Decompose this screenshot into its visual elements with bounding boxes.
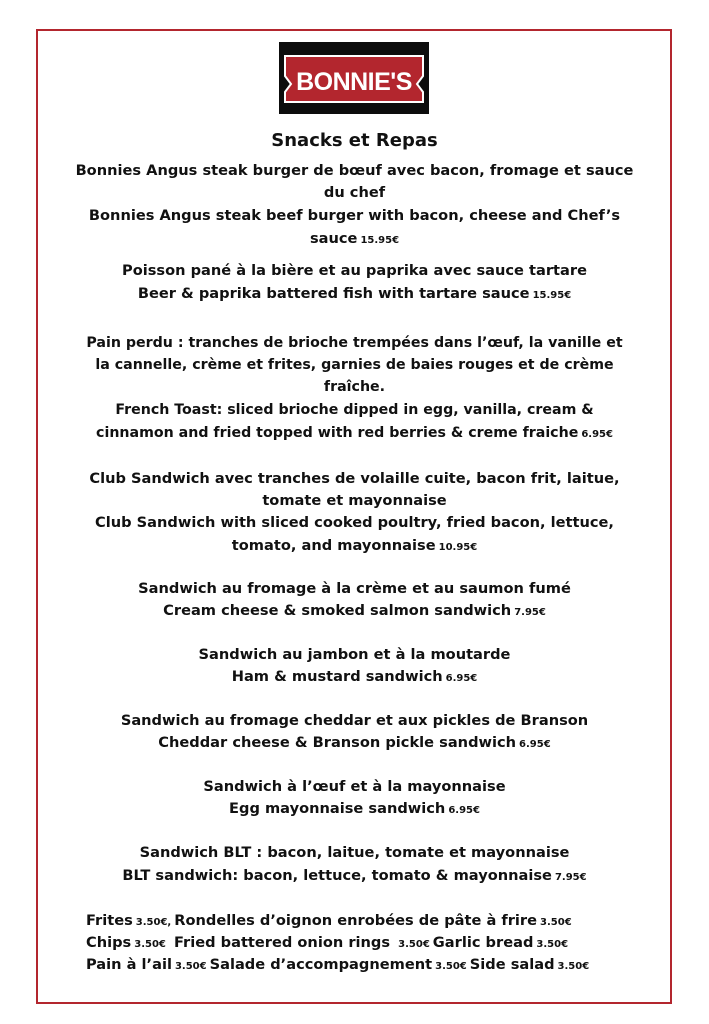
- price: 6.95€: [445, 673, 478, 684]
- price: 3.50€: [134, 939, 166, 950]
- price: 3.50€: [435, 961, 467, 972]
- price: 3.50€: [174, 961, 207, 972]
- item-line: Poisson pané à la bière et au paprika avec sauce tartare: [122, 262, 587, 279]
- price: 3.50€: [398, 939, 430, 950]
- price: 3.50€: [536, 939, 569, 950]
- item-line: Egg mayonnaise sandwich 6.95€: [229, 800, 480, 817]
- item-line: Ham & mustard sandwich 6.95€: [231, 668, 478, 685]
- logo-text: BONNIE'S: [296, 68, 412, 96]
- price: 7.95€: [554, 872, 587, 883]
- sides-row: Chips 3.50€ Fried battered onion rings 3.50€ Garlic bread 3.50€: [86, 934, 569, 951]
- item-line: la cannelle, crème et frites, garnies de baies rouges et de crème: [95, 357, 614, 373]
- price: 3.50€: [540, 917, 572, 928]
- price: 10.95€: [438, 542, 478, 553]
- price: 3.50€,: [135, 917, 172, 928]
- price: 6.95€: [581, 429, 613, 440]
- price: 7.95€: [514, 607, 546, 618]
- price: 6.95€: [519, 739, 551, 750]
- item-line: Cheddar cheese & Branson pickle sandwich 6.95€: [158, 734, 551, 751]
- item-line: Sandwich à l’œuf et à la mayonnaise: [203, 778, 506, 795]
- item-line: Cream cheese & smoked salmon sandwich 7.95€: [163, 602, 546, 619]
- item-line: Sandwich au fromage à la crème et au saumon fumé: [138, 580, 571, 597]
- item-line: Sandwich BLT : bacon, laitue, tomate et mayonnaise: [139, 844, 570, 861]
- item-line: Club Sandwich with sliced cooked poultry, fried bacon, lettuce,: [95, 514, 614, 531]
- item-line: Pain perdu : tranches de brioche trempées dans l’œuf, la vanille et: [86, 335, 623, 351]
- item-line: BLT sandwich: bacon, lettuce, tomato & mayonnaise 7.95€: [122, 867, 587, 884]
- item-line: Sandwich au fromage cheddar et aux pickles de Branson: [120, 712, 589, 729]
- menu-title: Snacks et Repas: [271, 130, 438, 151]
- item-line: Club Sandwich avec tranches de volaille cuite, bacon frit, laitue,: [89, 470, 620, 487]
- item-line: cinnamon and fried topped with red berries & creme fraiche 6.95€: [96, 425, 613, 441]
- sides-row: Frites 3.50€, Rondelles d’oignon enrobées de pâte à frire 3.50€: [86, 912, 572, 929]
- item-line: French Toast: sliced brioche dipped in egg, vanilla, cream &: [115, 402, 594, 418]
- price: 3.50€: [557, 961, 590, 972]
- item-line: Bonnies Angus steak beef burger with bacon, cheese and Chef’s: [88, 207, 621, 224]
- price: 6.95€: [448, 805, 480, 816]
- item-line: Sandwich au jambon et à la moutarde: [198, 646, 511, 663]
- item-line: du chef: [323, 184, 386, 201]
- item-line: fraîche.: [323, 379, 386, 395]
- item-line: tomato, and mayonnaise 10.95€: [231, 537, 478, 554]
- sides-row: Pain à l’ail 3.50€ Salade d’accompagnement 3.50€ Side salad 3.50€: [86, 956, 590, 973]
- price: 15.95€: [532, 290, 572, 301]
- item-line: Beer & paprika battered fish with tartare sauce 15.95€: [137, 285, 572, 302]
- item-line: tomate et mayonnaise: [262, 492, 447, 509]
- item-line: sauce 15.95€: [309, 230, 400, 247]
- item-line: Bonnies Angus steak burger de bœuf avec bacon, fromage et sauce: [75, 162, 634, 179]
- bonnies-logo: [279, 42, 429, 114]
- price: 15.95€: [360, 235, 400, 246]
